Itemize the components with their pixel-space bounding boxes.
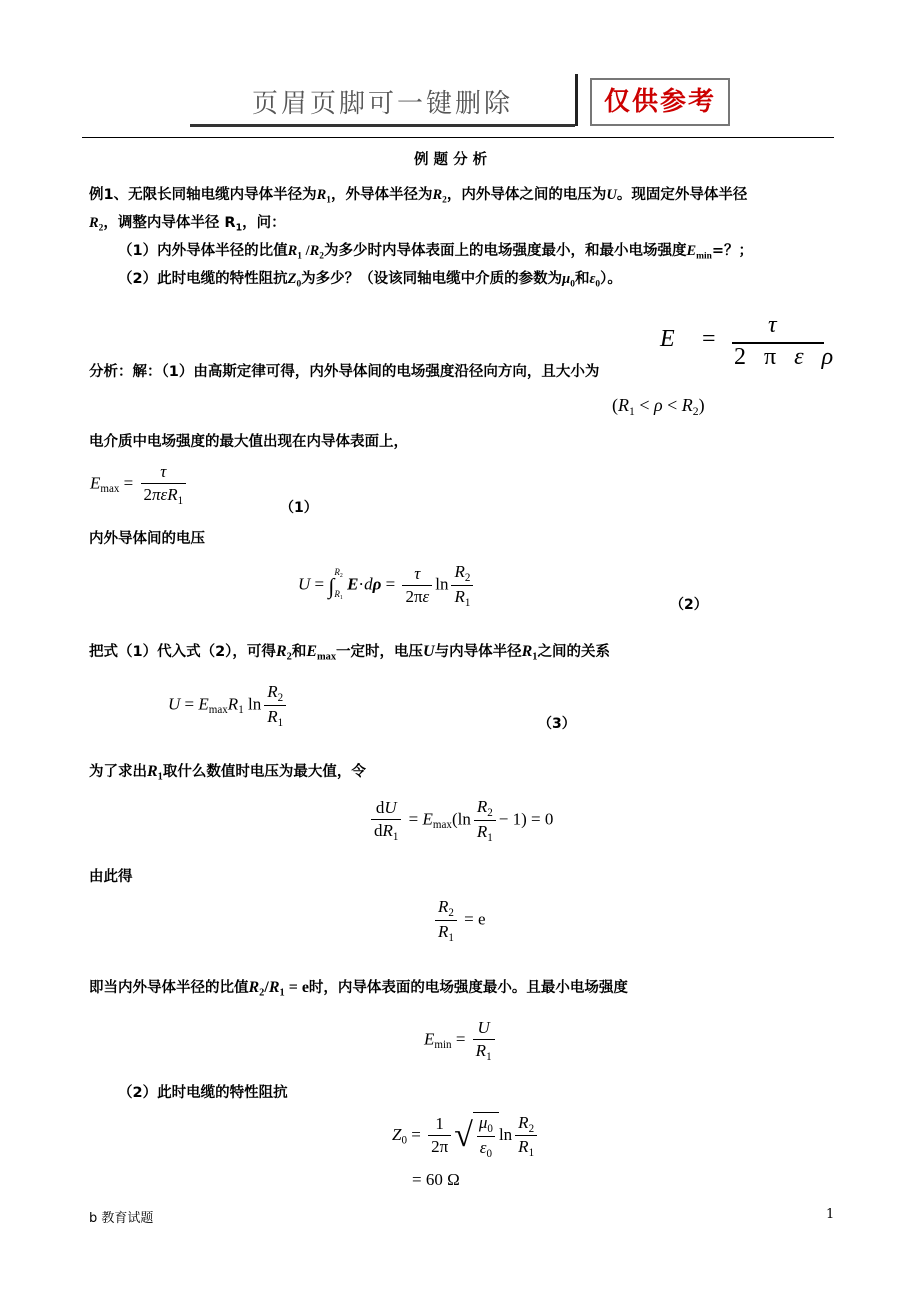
voltage-text: 内外导体间的电压 bbox=[89, 531, 205, 547]
find-text: 为了求出$R_1$取什么数值时电压为最大值，令 bbox=[89, 763, 366, 783]
impedance-equation: $Z_0$ = $\frac{1}{2\pi}$ √ $\frac{\mu_0}{\varepsilon_0}$ ln $\frac{R_2}{R_1}$ bbox=[392, 1112, 540, 1160]
equation-3-label: （3） bbox=[538, 716, 576, 732]
derivative-equation: $\frac{dU}{dR_1}$ = $E_{max}(\ln$ $\frac{R_2}{R_1}$ − 1) = 0 bbox=[368, 797, 553, 844]
question-1: （1）内外导体半径的比值$R_1$ $/R_2$为多少时内导体表面上的电场强度最小，和最小电场强度$E_{min}=$？； bbox=[118, 243, 754, 262]
equation-2-label: （2） bbox=[670, 597, 708, 613]
problem-line-2: $R_2$，调整内导体半径 $R_1$，问： bbox=[89, 215, 286, 234]
header-banner bbox=[190, 78, 730, 130]
max-field-text: 电介质中电场强度的最大值出现在内导体表面上， bbox=[89, 434, 408, 450]
header-stamp: 仅供参考 bbox=[590, 78, 730, 126]
header-rule bbox=[82, 137, 834, 138]
emin-equation: $E_{min}$ = $\frac{U}{R_1}$ bbox=[424, 1018, 498, 1063]
conclusion-text: 即当内外导体半径的比值$R_2/R_1 = e$时，内导体表面的电场强度最小。且最小电场强度 bbox=[89, 979, 628, 999]
range-condition: $(R_1 < \rho < R_2)$ bbox=[612, 395, 705, 419]
equation-1: $E_{max}$ = $\frac{\tau}{2\pi\varepsilon R_1}$ bbox=[90, 462, 189, 507]
impedance-text: （2）此时电缆的特性阻抗 bbox=[118, 1085, 288, 1101]
analysis-text: 分析：解：（1）由高斯定律可得，内外导体间的电场强度沿径向方向，且大小为 bbox=[89, 364, 600, 380]
substitute-text: 把式（1）代入式（2），可得$R_2$和$E_{max}$一定时，电压U与内导体半径$R_1$之间的关系 bbox=[89, 643, 610, 663]
question-2: （2）此时电缆的特性阻抗$Z_0$为多少？（设该同轴电缆中介质的参数为$\mu_0$和$\varepsilon_0$）。 bbox=[118, 271, 622, 290]
equation-2: U = ∫ $R_2$ $R_1$ E·dρ = $\frac{\tau}{2\pi\varepsilon}$ ln $\frac{R_2}{R_1}$ bbox=[298, 562, 476, 609]
equation-1-label: （1） bbox=[280, 500, 318, 516]
page-title: 例 题 分 析 bbox=[414, 152, 488, 168]
equation-3: $U = E_{max}R_1$ ln $\frac{R_2}{R_1}$ bbox=[168, 682, 289, 729]
header-banner-text: 页眉页脚可一键删除 bbox=[190, 84, 575, 127]
footer-left: b 教育试题 bbox=[89, 1211, 154, 1226]
hence-text: 由此得 bbox=[89, 869, 133, 885]
header-divider bbox=[575, 74, 578, 126]
page-number: 1 bbox=[826, 1207, 835, 1222]
ratio-equation: $\frac{R_2}{R_1}$ = e bbox=[432, 897, 486, 944]
impedance-result: = 60 Ω bbox=[412, 1170, 460, 1189]
problem-line-1: 例1、无限长同轴电缆内导体半径为$R_1$，外导体半径为$R_2$，内外导体之间的电压为U。现固定外导体半径 bbox=[89, 187, 748, 206]
